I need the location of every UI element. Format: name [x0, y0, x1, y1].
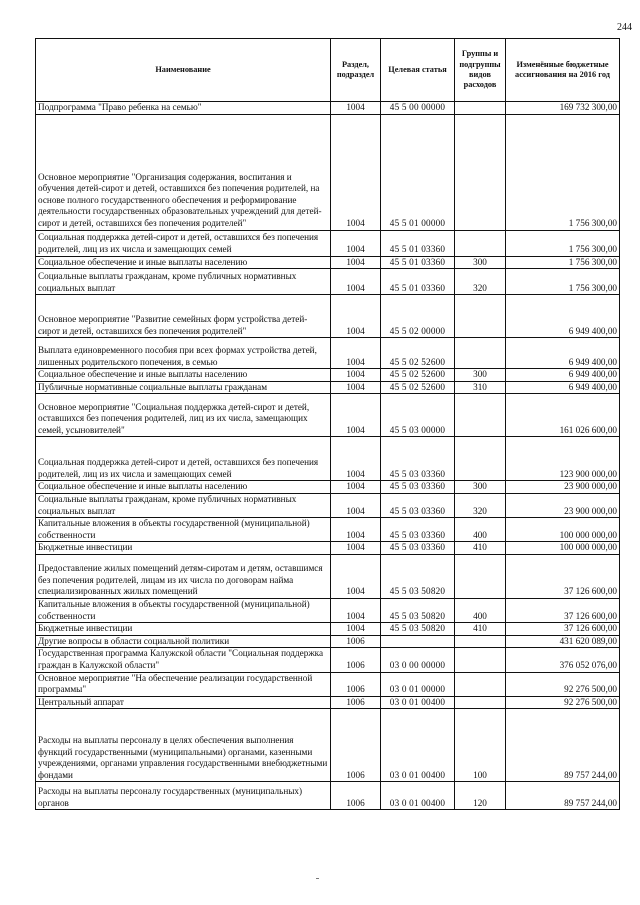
cell-name: Расходы на выплаты персоналу государственных (муниципальных) органов: [36, 782, 331, 810]
cell-section: 1004: [331, 554, 381, 598]
cell-amount: 1 756 300,00: [506, 114, 620, 230]
cell-group: [455, 672, 506, 696]
table-row: [36, 295, 620, 338]
cell-amount: 169 732 300,00: [506, 102, 620, 115]
table-header-row: [36, 39, 620, 102]
cell-target: 45 5 03 50820: [381, 598, 455, 622]
cell-group: [455, 338, 506, 369]
cell-name: Государственная программа Калужской области "Социальная поддержка граждан в Калужской области": [36, 648, 331, 672]
cell-name: Бюджетные инвестиции: [36, 623, 331, 636]
cell-group: [455, 635, 506, 648]
table-row: [36, 598, 620, 622]
cell-amount: 89 757 244,00: [506, 709, 620, 782]
cell-section: 1004: [331, 623, 381, 636]
cell-group: [455, 437, 506, 481]
cell-group: 310: [455, 381, 506, 394]
cell-target: 45 5 03 00000: [381, 394, 455, 437]
cell-name: Основное мероприятие "Организация содержания, воспитания и обучения детей-сирот и детей, оставшихся без попечения родителей, на основе полного государственного обеспечения и реформирование деятельности государственных образовательных учреждений для детей-сирот и детей, оставшихся без попечения родителей": [36, 114, 331, 230]
cell-group: 400: [455, 518, 506, 542]
table-row: [36, 338, 620, 369]
cell-name: Центральный аппарат: [36, 696, 331, 709]
table-row: [36, 554, 620, 598]
cell-section: 1006: [331, 635, 381, 648]
cell-section: 1004: [331, 102, 381, 115]
cell-name: Публичные нормативные социальные выплаты гражданам: [36, 381, 331, 394]
cell-section: 1004: [331, 269, 381, 295]
header-section: Раздел, подраздел: [331, 39, 381, 102]
table-row: [36, 269, 620, 295]
cell-amount: 431 620 089,00: [506, 635, 620, 648]
cell-group: [455, 230, 506, 256]
cell-group: 300: [455, 369, 506, 382]
cell-target: 45 5 03 50820: [381, 554, 455, 598]
cell-target: 45 5 03 03360: [381, 542, 455, 555]
table-row: [36, 672, 620, 696]
cell-group: 100: [455, 709, 506, 782]
cell-name: Социальные выплаты гражданам, кроме публичных нормативных социальных выплат: [36, 493, 331, 517]
cell-name: Социальное обеспечение и иные выплаты населению: [36, 481, 331, 494]
cell-target: [381, 635, 455, 648]
budget-table: [35, 38, 620, 810]
cell-group: [455, 696, 506, 709]
cell-name: Социальные выплаты гражданам, кроме публичных нормативных социальных выплат: [36, 269, 331, 295]
cell-target: 45 5 00 00000: [381, 102, 455, 115]
header-name: Наименование: [36, 39, 331, 102]
cell-group: 320: [455, 493, 506, 517]
table-row: [36, 493, 620, 517]
table-body: [36, 102, 620, 810]
cell-amount: 376 052 076,00: [506, 648, 620, 672]
table-row: [36, 782, 620, 810]
cell-section: 1004: [331, 437, 381, 481]
cell-target: 03 0 01 00400: [381, 696, 455, 709]
cell-section: 1004: [331, 394, 381, 437]
cell-amount: 1 756 300,00: [506, 256, 620, 269]
cell-section: 1004: [331, 542, 381, 555]
cell-target: 45 5 02 52600: [381, 369, 455, 382]
cell-amount: 6 949 400,00: [506, 381, 620, 394]
header-group: Группы и подгруппы видов расходов: [455, 39, 506, 102]
table-row: [36, 114, 620, 230]
table-row: [36, 394, 620, 437]
cell-group: [455, 648, 506, 672]
cell-section: 1006: [331, 782, 381, 810]
cell-name: Капитальные вложения в объекты государственной (муниципальной) собственности: [36, 598, 331, 622]
cell-group: 300: [455, 481, 506, 494]
cell-target: 45 5 02 52600: [381, 381, 455, 394]
cell-group: [455, 295, 506, 338]
cell-section: 1004: [331, 256, 381, 269]
cell-name: Капитальные вложения в объекты государственной (муниципальной) собственности: [36, 518, 331, 542]
cell-group: [455, 114, 506, 230]
table-row: [36, 709, 620, 782]
cell-section: 1004: [331, 295, 381, 338]
cell-name: Бюджетные инвестиции: [36, 542, 331, 555]
cell-section: 1004: [331, 481, 381, 494]
cell-target: 45 5 01 00000: [381, 114, 455, 230]
cell-name: Выплата единовременного пособия при всех формах устройства детей, лишенных родительского попечения, в семью: [36, 338, 331, 369]
cell-amount: 37 126 600,00: [506, 623, 620, 636]
cell-group: 300: [455, 256, 506, 269]
table-row: [36, 518, 620, 542]
cell-section: 1004: [331, 493, 381, 517]
cell-section: 1004: [331, 518, 381, 542]
cell-name: Основное мероприятие "Развитие семейных форм устройства детей-сирот и детей, оставшихся без попечения родителей": [36, 295, 331, 338]
header-target: Целевая статья: [381, 39, 455, 102]
cell-target: 45 5 03 03360: [381, 437, 455, 481]
cell-group: 410: [455, 542, 506, 555]
cell-section: 1006: [331, 709, 381, 782]
cell-target: 45 5 03 03360: [381, 493, 455, 517]
cell-target: 45 5 01 03360: [381, 230, 455, 256]
cell-amount: 161 026 600,00: [506, 394, 620, 437]
cell-section: 1006: [331, 648, 381, 672]
cell-amount: 37 126 600,00: [506, 598, 620, 622]
table-row: [36, 648, 620, 672]
cell-name: Социальная поддержка детей-сирот и детей, оставшихся без попечения родителей, лиц из их числа и замещающих семей: [36, 437, 331, 481]
cell-target: 45 5 02 52600: [381, 338, 455, 369]
scan-mark: [316, 878, 319, 879]
cell-amount: 123 900 000,00: [506, 437, 620, 481]
cell-name: Социальное обеспечение и иные выплаты населению: [36, 369, 331, 382]
cell-name: Подпрограмма "Право ребенка на семью": [36, 102, 331, 115]
cell-amount: 92 276 500,00: [506, 696, 620, 709]
cell-target: 03 0 00 00000: [381, 648, 455, 672]
cell-target: 45 5 03 03360: [381, 518, 455, 542]
cell-group: 400: [455, 598, 506, 622]
cell-amount: 1 756 300,00: [506, 269, 620, 295]
header-amount: Изменённые бюджетные ассигнования на 2016 год: [506, 39, 620, 102]
table-row: [36, 623, 620, 636]
cell-section: 1006: [331, 672, 381, 696]
table-row: [36, 635, 620, 648]
cell-target: 45 5 01 03360: [381, 256, 455, 269]
cell-section: 1004: [331, 230, 381, 256]
cell-target: 45 5 02 00000: [381, 295, 455, 338]
table-row: [36, 256, 620, 269]
cell-amount: 23 900 000,00: [506, 493, 620, 517]
cell-amount: 1 756 300,00: [506, 230, 620, 256]
table-row: [36, 369, 620, 382]
cell-amount: 92 276 500,00: [506, 672, 620, 696]
cell-name: Социальное обеспечение и иные выплаты населению: [36, 256, 331, 269]
cell-group: 320: [455, 269, 506, 295]
cell-amount: 6 949 400,00: [506, 338, 620, 369]
cell-section: 1004: [331, 598, 381, 622]
table-row: [36, 102, 620, 115]
cell-group: [455, 554, 506, 598]
cell-name: Основное мероприятие "На обеспечение реализации государственной программы": [36, 672, 331, 696]
cell-section: 1004: [331, 381, 381, 394]
cell-amount: 23 900 000,00: [506, 481, 620, 494]
cell-target: 03 0 01 00400: [381, 709, 455, 782]
table-row: [36, 230, 620, 256]
cell-group: 120: [455, 782, 506, 810]
cell-amount: 89 757 244,00: [506, 782, 620, 810]
cell-target: 03 0 01 00000: [381, 672, 455, 696]
cell-name: Другие вопросы в области социальной политики: [36, 635, 331, 648]
cell-target: 45 5 01 03360: [381, 269, 455, 295]
cell-amount: 100 000 000,00: [506, 542, 620, 555]
cell-amount: 6 949 400,00: [506, 369, 620, 382]
cell-section: 1006: [331, 696, 381, 709]
cell-group: [455, 394, 506, 437]
cell-amount: 6 949 400,00: [506, 295, 620, 338]
table-row: [36, 437, 620, 481]
cell-name: Социальная поддержка детей-сирот и детей, оставшихся без попечения родителей, лиц из их числа и замещающих семей: [36, 230, 331, 256]
table-row: [36, 481, 620, 494]
table-row: [36, 542, 620, 555]
table-row: [36, 381, 620, 394]
cell-section: 1004: [331, 114, 381, 230]
cell-amount: 37 126 600,00: [506, 554, 620, 598]
cell-section: 1004: [331, 338, 381, 369]
page-number: 244: [617, 22, 632, 33]
cell-target: 03 0 01 00400: [381, 782, 455, 810]
cell-section: 1004: [331, 369, 381, 382]
cell-name: Расходы на выплаты персоналу в целях обеспечения выполнения функций государственными (муниципальными) органами, казенными учреждениями, органами управления государственными внебюджетными фондами: [36, 709, 331, 782]
table-row: [36, 696, 620, 709]
cell-group: 410: [455, 623, 506, 636]
cell-name: Основное мероприятие "Социальная поддержка детей-сирот и детей, оставшихся без попечения родителей, лиц из их числа, замещающих семей, усыновителей": [36, 394, 331, 437]
cell-name: Предоставление жилых помещений детям-сиротам и детям, оставшимся без попечения родителей, лицам из их числа по договорам найма специализированных жилых помещений: [36, 554, 331, 598]
cell-group: [455, 102, 506, 115]
cell-target: 45 5 03 03360: [381, 481, 455, 494]
cell-amount: 100 000 000,00: [506, 518, 620, 542]
cell-target: 45 5 03 50820: [381, 623, 455, 636]
